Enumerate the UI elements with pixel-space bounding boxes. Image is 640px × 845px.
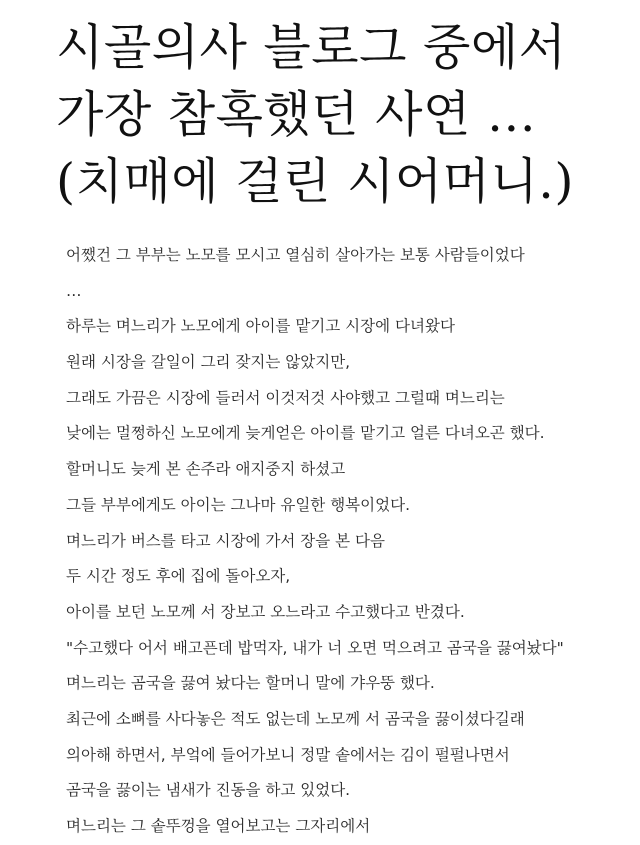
headline-line: 가장 참혹했던 사연 … (56, 86, 537, 143)
headline-line: (치매에 걸린 시어머니.) (56, 153, 574, 210)
body-line: 며느리는 그 솥뚜껑을 열어보고는 그자리에서 (66, 817, 371, 835)
body-line: 하루는 며느리가 노모에게 아이를 맡기고 시장에 다녀왔다 (66, 317, 455, 336)
body-line: 최근에 소뼈를 사다놓은 적도 없는데 노모께 서 곰국을 끓이셨다길래 (66, 709, 525, 728)
headline-line: 시골의사 블로그 중에서 (56, 19, 567, 76)
body-line: 그들 부부에게도 아이는 그나마 유일한 행복이었다. (66, 495, 410, 514)
body-line: 의아해 하면서, 부엌에 들어가보니 정말 솥에서는 김이 펄펄나면서 (66, 745, 510, 764)
body-line: 할머니도 늦게 본 손주라 애지중지 하셨고 (66, 460, 346, 479)
body-line: 며느리는 곰국을 끓여 놨다는 할머니 말에 갸우뚱 했다. (66, 674, 435, 693)
body-line: 곰국을 끓이는 냄새가 진동을 하고 있었다. (66, 781, 351, 800)
body-line: "수고했다 어서 배고픈데 밥먹자, 내가 너 오면 먹으려고 곰국을 끓여놨다" (66, 638, 564, 657)
body-line: 낮에는 멀쩡하신 노모에게 늦게얻은 아이를 맡기고 얼른 다녀오곤 했다. (66, 424, 545, 443)
headline (56, 14, 626, 215)
body-line: 두 시간 정도 후에 집에 돌아오자, (66, 567, 291, 586)
body-line: 아이를 보던 노모께 서 장보고 오느라고 수고했다고 반겼다. (66, 602, 465, 621)
body-line: 어쨌건 그 부부는 노모를 모시고 열심히 살아가는 보통 사람들이었다 (66, 246, 525, 264)
story-body (66, 238, 626, 845)
body-line: 그래도 가끔은 시장에 들러서 이것저것 사야했고 그럴때 며느리는 (66, 388, 505, 407)
body-line: … (66, 281, 82, 300)
body-line: 원래 시장을 갈일이 그리 잦지는 않았지만, (66, 353, 351, 372)
body-line: 며느리가 버스를 타고 시장에 가서 장을 본 다음 (66, 531, 385, 550)
